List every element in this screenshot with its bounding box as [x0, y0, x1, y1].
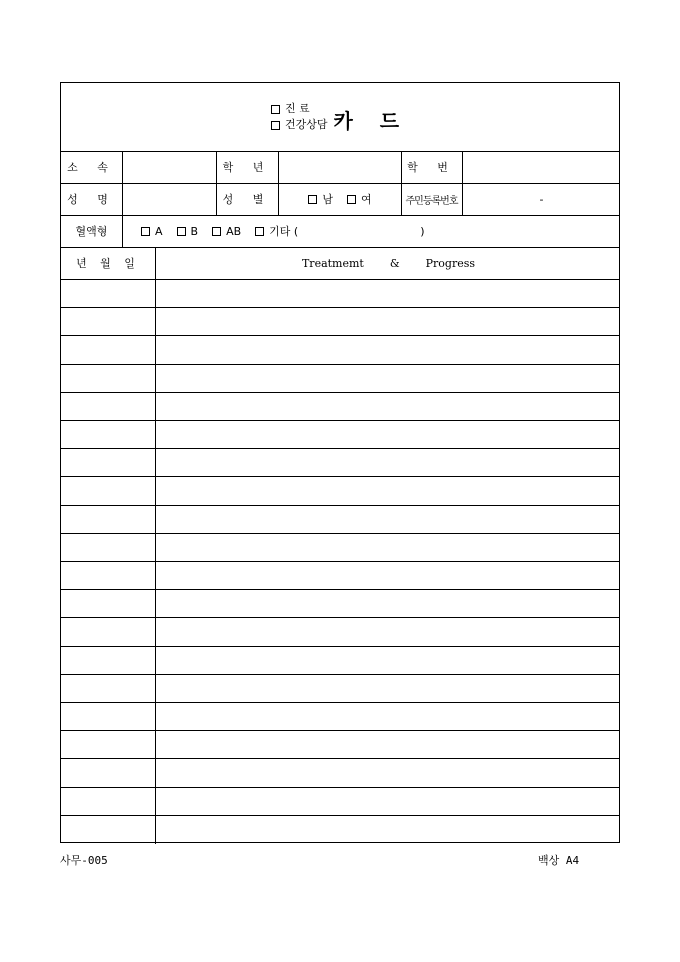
divider [61, 335, 619, 336]
date-cell[interactable] [61, 420, 155, 448]
treatment-progress-cell[interactable] [156, 561, 619, 589]
blood-ab-checkbox[interactable] [212, 227, 221, 236]
gender-label: 성 별 [222, 193, 272, 206]
divider [61, 815, 619, 816]
table-row [61, 589, 619, 617]
grade-label: 학 년 [222, 161, 272, 174]
date-cell[interactable] [61, 787, 155, 815]
divider [61, 307, 619, 308]
treatment-progress-cell[interactable] [156, 815, 619, 843]
date-cell[interactable] [61, 533, 155, 561]
table-row [61, 674, 619, 702]
affiliation-label: 소 속 [67, 161, 116, 174]
option-health-consult[interactable] [271, 117, 328, 133]
female-checkbox[interactable] [347, 195, 356, 204]
divider [61, 364, 619, 365]
paper-size: 백상 A4 [538, 854, 580, 867]
page-title: 카 드 [333, 108, 410, 133]
treatment-progress-cell[interactable] [156, 335, 619, 363]
treatment-progress-cell[interactable] [156, 364, 619, 392]
affiliation-field[interactable] [123, 151, 216, 183]
table-row [61, 815, 619, 843]
table-row [61, 533, 619, 561]
treatment-progress-cell[interactable] [156, 758, 619, 786]
gender-female-option[interactable] [347, 191, 372, 207]
blood-a-option[interactable] [141, 225, 163, 238]
divider [61, 505, 619, 506]
date-cell[interactable] [61, 758, 155, 786]
treatment-progress-cell[interactable] [156, 307, 619, 335]
blood-other-checkbox[interactable] [255, 227, 264, 236]
divider [61, 420, 619, 421]
name-field[interactable] [123, 183, 216, 215]
form-number: 사무-005 [60, 854, 108, 867]
date-cell[interactable] [61, 815, 155, 843]
table-row [61, 420, 619, 448]
blood-type-label: 혈액형 [75, 225, 108, 238]
treatment-header-text: Treatmemt [301, 256, 364, 270]
date-column-header: 년 월 일 [76, 257, 140, 270]
treatment-progress-cell[interactable] [156, 617, 619, 645]
date-cell[interactable] [61, 448, 155, 476]
divider [61, 533, 619, 534]
divider [61, 730, 619, 731]
date-cell[interactable] [61, 646, 155, 674]
table-row [61, 617, 619, 645]
blood-other-label: 기타 ( [269, 225, 299, 238]
treatment-progress-cell[interactable] [156, 646, 619, 674]
table-row [61, 448, 619, 476]
table-row [61, 702, 619, 730]
treatment-progress-cell[interactable] [156, 476, 619, 504]
treatment-progress-cell[interactable] [156, 730, 619, 758]
health-consult-checkbox[interactable] [271, 121, 280, 130]
medical-card-form [60, 82, 620, 843]
treatment-checkbox[interactable] [271, 105, 280, 114]
treatment-progress-cell[interactable] [156, 420, 619, 448]
card-type-options [271, 101, 328, 133]
male-checkbox[interactable] [308, 195, 317, 204]
blood-b-label: B [190, 224, 199, 238]
name-label: 성 명 [67, 193, 116, 206]
table-row [61, 335, 619, 363]
treatment-progress-cell[interactable] [156, 505, 619, 533]
treatment-progress-cell[interactable] [156, 279, 619, 307]
date-cell[interactable] [61, 617, 155, 645]
blood-type-options [141, 215, 611, 247]
treatment-progress-cell[interactable] [156, 787, 619, 815]
date-cell[interactable] [61, 561, 155, 589]
table-row [61, 646, 619, 674]
ampersand: & [389, 256, 400, 270]
divider [61, 674, 619, 675]
grade-field[interactable] [279, 151, 401, 183]
date-cell[interactable] [61, 505, 155, 533]
date-cell[interactable] [61, 307, 155, 335]
gender-male-option[interactable] [308, 191, 333, 207]
blood-other-option[interactable] [255, 223, 298, 239]
date-cell[interactable] [61, 730, 155, 758]
date-cell[interactable] [61, 392, 155, 420]
resident-number-field[interactable]: - [539, 192, 544, 206]
male-label: 남 [322, 193, 333, 206]
treatment-progress-cell[interactable] [156, 392, 619, 420]
date-cell[interactable] [61, 674, 155, 702]
form-title-area [61, 83, 619, 151]
date-cell[interactable] [61, 335, 155, 363]
blood-b-checkbox[interactable] [177, 227, 186, 236]
divider [61, 646, 619, 647]
divider [61, 392, 619, 393]
table-row [61, 364, 619, 392]
table-row [61, 787, 619, 815]
blood-a-label: A [155, 224, 163, 238]
date-cell[interactable] [61, 364, 155, 392]
student-id-field[interactable] [463, 151, 620, 183]
treatment-progress-cell[interactable] [156, 702, 619, 730]
blood-b-option[interactable] [177, 225, 199, 238]
date-cell[interactable] [61, 589, 155, 617]
divider [61, 561, 619, 562]
table-row [61, 505, 619, 533]
blood-ab-option[interactable] [212, 225, 241, 238]
table-row [61, 758, 619, 786]
resident-number-label: 주민등록번호 [405, 195, 458, 207]
table-row [61, 279, 619, 307]
divider [61, 617, 619, 618]
date-cell[interactable] [61, 476, 155, 504]
blood-a-checkbox[interactable] [141, 227, 150, 236]
date-cell[interactable] [61, 279, 155, 307]
treatment-label: 진 료 [284, 102, 310, 115]
treatment-progress-cell[interactable] [156, 533, 619, 561]
divider [61, 702, 619, 703]
health-consult-label: 건강상담 [284, 118, 328, 131]
table-row [61, 392, 619, 420]
table-row [61, 476, 619, 504]
female-label: 여 [361, 193, 372, 206]
table-row [61, 730, 619, 758]
treatment-progress-cell[interactable] [156, 674, 619, 702]
date-cell[interactable] [61, 702, 155, 730]
divider [61, 758, 619, 759]
student-id-label: 학 번 [407, 161, 456, 174]
table-row [61, 561, 619, 589]
divider [61, 589, 619, 590]
divider [61, 476, 619, 477]
table-row [61, 307, 619, 335]
divider [61, 787, 619, 788]
treatment-progress-header [156, 247, 621, 279]
treatment-progress-cell[interactable] [156, 448, 619, 476]
blood-other-close: ) [420, 224, 425, 238]
divider [122, 215, 123, 247]
option-treatment[interactable] [271, 101, 328, 117]
gender-options [279, 183, 401, 215]
divider [61, 448, 619, 449]
treatment-progress-cell[interactable] [156, 589, 619, 617]
blood-ab-label: AB [226, 224, 242, 238]
progress-header-text: Progress [425, 256, 476, 270]
